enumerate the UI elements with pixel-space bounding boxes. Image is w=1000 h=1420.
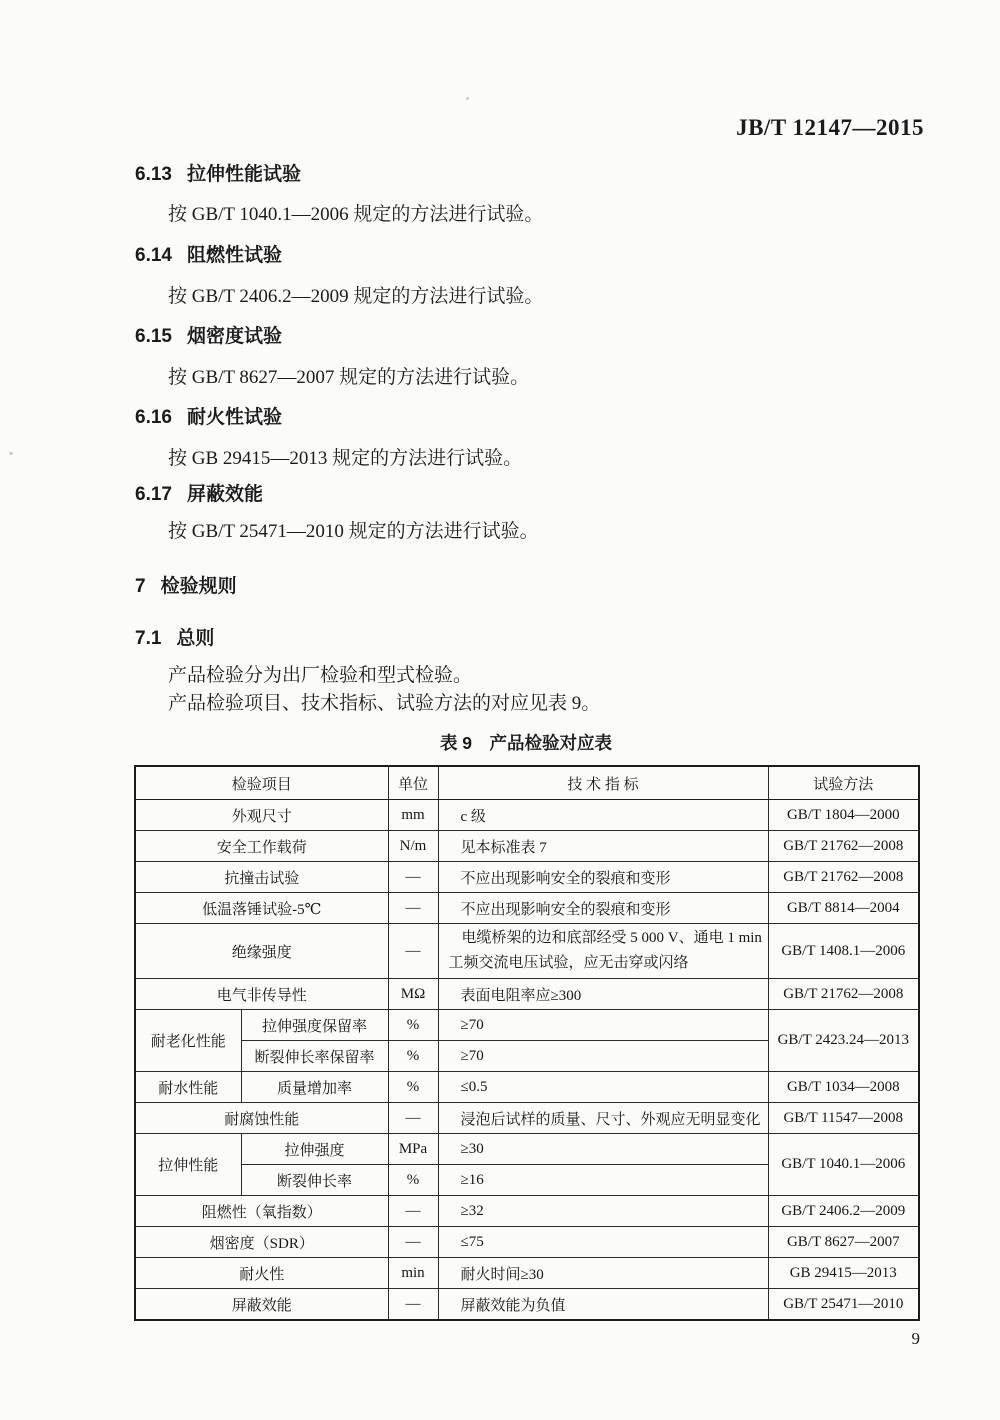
section-number: 6.17 — [135, 484, 172, 505]
cell-spec: ≤75 — [438, 1227, 768, 1258]
cell-spec: 不应出现影响安全的裂痕和变形 — [438, 893, 768, 924]
cell-spec: ≥32 — [438, 1196, 768, 1227]
section-body-6-17: 按 GB/T 25471—2010 规定的方法进行试验。 — [168, 521, 539, 542]
cell-unit: MΩ — [388, 979, 438, 1010]
table-row — [135, 924, 919, 979]
cell-item: 安全工作载荷 — [135, 831, 388, 862]
table-row — [135, 1196, 919, 1227]
cell-spec: ≥16 — [438, 1165, 768, 1196]
cell-spec: c 级 — [438, 800, 768, 831]
table-row — [135, 862, 919, 893]
table-row — [135, 1072, 919, 1103]
table-row — [135, 1227, 919, 1258]
cell-unit: % — [388, 1072, 438, 1103]
table-row — [135, 1103, 919, 1134]
cell-item: 拉伸强度保留率 — [241, 1010, 388, 1041]
table-header-row — [135, 766, 919, 800]
paragraph: 产品检验分为出厂检验和型式检验。 — [168, 665, 473, 686]
chapter-title: 检验规则 — [160, 576, 237, 597]
paragraph: 产品检验项目、技术指标、试验方法的对应见表 9。 — [168, 693, 601, 714]
section-heading-6-17 — [135, 483, 263, 507]
cell-method: GB/T 2406.2—2009 — [768, 1196, 919, 1227]
table-caption: 表 9 产品检验对应表 — [439, 733, 613, 753]
table-row — [135, 893, 919, 924]
cell-unit: — — [388, 1103, 438, 1134]
cell-item: 拉伸强度 — [241, 1134, 388, 1165]
cell-method: GB/T 1408.1—2006 — [768, 924, 919, 979]
subchapter-number: 7.1 — [135, 628, 162, 649]
cell-method: GB/T 1034—2008 — [768, 1072, 919, 1103]
table-row — [135, 800, 919, 831]
cell-spec: 不应出现影响安全的裂痕和变形 — [438, 862, 768, 893]
cell-item: 屏蔽效能 — [135, 1289, 388, 1321]
section-heading-6-14 — [135, 244, 282, 268]
spec-line-2: 工频交流电压试验，应无击穿或闪络 — [448, 955, 689, 971]
section-body-6-16: 按 GB 29415—2013 规定的方法进行试验。 — [168, 448, 523, 469]
cell-item: 阻燃性（氧指数） — [135, 1196, 388, 1227]
section-number: 6.14 — [135, 245, 172, 266]
cell-spec: 耐火时间≥30 — [438, 1258, 768, 1289]
cell-item: 电气非传导性 — [135, 979, 388, 1010]
subchapter-title: 总则 — [176, 628, 215, 649]
cell-method: GB/T 1040.1—2006 — [768, 1134, 919, 1196]
section-body-6-14: 按 GB/T 2406.2—2009 规定的方法进行试验。 — [168, 286, 544, 307]
page-number: 9 — [911, 1329, 920, 1348]
section-title: 屏蔽效能 — [186, 484, 263, 505]
cell-unit: MPa — [388, 1134, 438, 1165]
cell-unit: % — [388, 1010, 438, 1041]
cell-unit: — — [388, 1196, 438, 1227]
cell-spec: ≤0.5 — [438, 1072, 768, 1103]
table-row — [135, 831, 919, 862]
doc-code: JB/T 12147—2015 — [736, 115, 924, 140]
cell-spec — [438, 924, 768, 979]
cell-method: GB/T 2423.24—2013 — [768, 1010, 919, 1072]
cell-unit: — — [388, 893, 438, 924]
section-number: 6.16 — [135, 407, 172, 428]
section-body-6-13: 按 GB/T 1040.1—2006 规定的方法进行试验。 — [168, 204, 544, 225]
cell-unit: — — [388, 924, 438, 979]
cell-spec: ≥70 — [438, 1010, 768, 1041]
table-row — [135, 1010, 919, 1041]
cell-spec: 屏蔽效能为负值 — [438, 1289, 768, 1321]
cell-spec: ≥70 — [438, 1041, 768, 1072]
cell-item: 绝缘强度 — [135, 924, 388, 979]
table-row — [135, 979, 919, 1010]
section-number: 6.13 — [135, 164, 172, 185]
cell-item: 外观尺寸 — [135, 800, 388, 831]
cell-unit: mm — [388, 800, 438, 831]
col-header-item: 检验项目 — [135, 766, 388, 800]
cell-item: 低温落锤试验-5℃ — [135, 893, 388, 924]
cell-item: 抗撞击试验 — [135, 862, 388, 893]
table-row — [135, 1289, 919, 1321]
section-title: 烟密度试验 — [186, 326, 282, 347]
chapter-number: 7 — [135, 576, 146, 597]
cell-method: GB/T 21762—2008 — [768, 862, 919, 893]
col-header-unit: 单位 — [388, 766, 438, 800]
cell-group: 耐老化性能 — [135, 1010, 241, 1072]
table-row — [135, 1134, 919, 1165]
section-title: 阻燃性试验 — [186, 245, 282, 266]
cell-unit: — — [388, 1227, 438, 1258]
scan-speck — [9, 452, 13, 455]
subchapter-heading-7-1 — [135, 627, 214, 651]
section-body-6-15: 按 GB/T 8627—2007 规定的方法进行试验。 — [168, 367, 530, 388]
cell-item: 断裂伸长率保留率 — [241, 1041, 388, 1072]
cell-item: 耐火性 — [135, 1258, 388, 1289]
cell-item: 质量增加率 — [241, 1072, 388, 1103]
section-heading-6-16 — [135, 406, 282, 430]
cell-unit: % — [388, 1041, 438, 1072]
cell-unit: N/m — [388, 831, 438, 862]
section-heading-6-15 — [135, 325, 282, 349]
section-title: 耐火性试验 — [186, 407, 282, 428]
cell-group: 耐水性能 — [135, 1072, 241, 1103]
cell-item: 断裂伸长率 — [241, 1165, 388, 1196]
cell-item: 耐腐蚀性能 — [135, 1103, 388, 1134]
chapter-heading-7 — [135, 575, 237, 599]
section-number: 6.15 — [135, 326, 172, 347]
cell-method: GB/T 21762—2008 — [768, 831, 919, 862]
scan-speck — [466, 97, 469, 100]
cell-method: GB/T 25471—2010 — [768, 1289, 919, 1321]
table-9-product-inspection — [134, 765, 920, 1321]
cell-unit: — — [388, 862, 438, 893]
cell-group: 拉伸性能 — [135, 1134, 241, 1196]
cell-unit: min — [388, 1258, 438, 1289]
cell-item: 烟密度（SDR） — [135, 1227, 388, 1258]
cell-spec: ≥30 — [438, 1134, 768, 1165]
col-header-method: 试验方法 — [768, 766, 919, 800]
cell-spec: 见本标准表 7 — [438, 831, 768, 862]
section-heading-6-13 — [135, 163, 301, 187]
cell-spec: 表面电阻率应≥300 — [438, 979, 768, 1010]
cell-method: GB/T 1804—2000 — [768, 800, 919, 831]
cell-method: GB/T 21762—2008 — [768, 979, 919, 1010]
cell-method: GB/T 8627—2007 — [768, 1227, 919, 1258]
cell-method: GB 29415—2013 — [768, 1258, 919, 1289]
section-title: 拉伸性能试验 — [186, 164, 301, 185]
spec-line-1: 电缆桥架的边和底部经受 5 000 V、通电 1 min — [461, 930, 762, 946]
cell-unit: % — [388, 1165, 438, 1196]
cell-method: GB/T 11547—2008 — [768, 1103, 919, 1134]
col-header-spec: 技 术 指 标 — [438, 766, 768, 800]
cell-spec: 浸泡后试样的质量、尺寸、外观应无明显变化 — [438, 1103, 768, 1134]
cell-unit: — — [388, 1289, 438, 1321]
cell-method: GB/T 8814—2004 — [768, 893, 919, 924]
table-row — [135, 1258, 919, 1289]
